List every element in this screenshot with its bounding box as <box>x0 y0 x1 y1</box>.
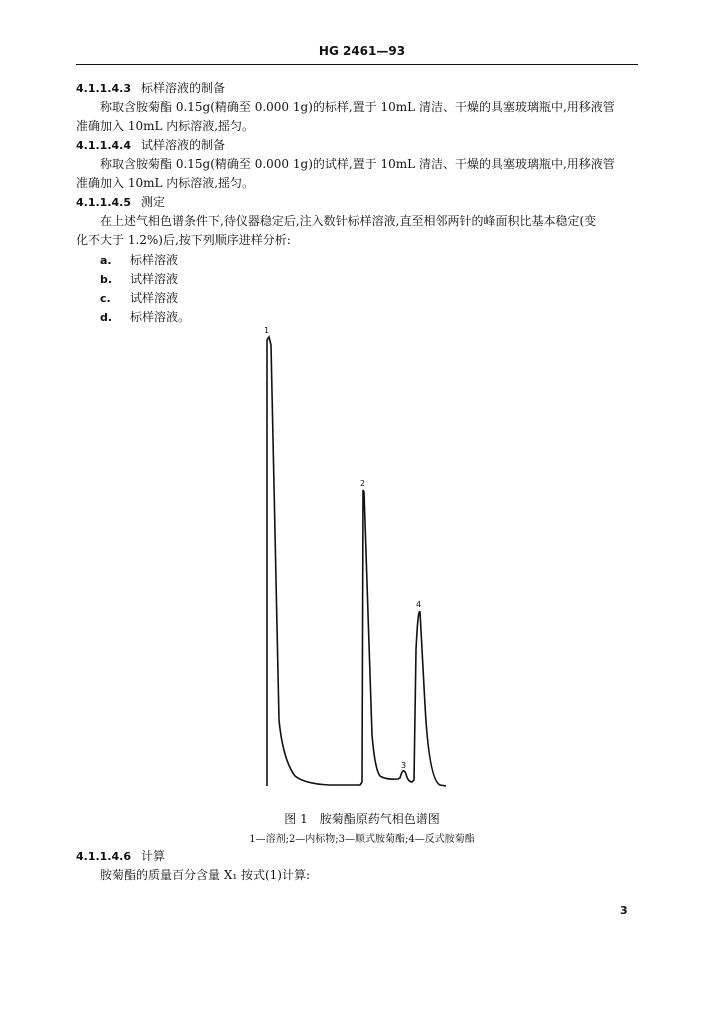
standard-number: HG 2461—93 <box>318 44 406 58</box>
section-number: 4.1.1.4.4 <box>76 139 131 152</box>
list-item-text: 试样溶液 <box>130 272 179 286</box>
section-title: 试样溶液的制备 <box>140 138 225 152</box>
paragraph-line: 准确加入 10mL 内标溶液,摇匀。 <box>76 176 255 190</box>
list-item-text: 标样溶液。 <box>130 310 191 324</box>
figure-legend: 1—溶剂;2—内标物;3—顺式胺菊酯;4—反式胺菊酯 <box>249 834 475 845</box>
section-title: 标样溶液的制备 <box>140 81 225 95</box>
chromatogram-trace <box>267 337 446 786</box>
page-number: 3 <box>620 904 628 917</box>
peak-label-4: 4 <box>416 600 422 609</box>
paragraph-line: 称取含胺菊酯 0.15g(精确至 0.000 1g)的试样,置于 10mL 清洁、干燥的具塞玻璃瓶中,用移液管 <box>100 157 615 171</box>
section-title: 测定 <box>140 195 165 209</box>
list-item-key: d. <box>100 311 113 324</box>
paragraph-line: 准确加入 10mL 内标溶液,摇匀。 <box>76 119 255 133</box>
list-item-text: 标样溶液 <box>130 253 179 267</box>
section-title: 计算 <box>140 849 165 863</box>
peak-label-3: 3 <box>401 761 407 770</box>
paragraph-line: 在上述气相色谱条件下,待仪器稳定后,注入数针标样溶液,直至相邻两针的峰面积比基本稳定(变 <box>100 214 597 228</box>
paragraph-line: 胺菊酯的质量百分含量 X₁ 按式(1)计算: <box>100 868 311 882</box>
peak-label-1: 1 <box>264 326 270 335</box>
list-item-key: b. <box>100 273 113 286</box>
peak-label-2: 2 <box>360 479 366 488</box>
paragraph-line: 化不大于 1.2%)后,按下列顺序进样分析: <box>76 233 291 247</box>
section-number: 4.1.1.4.5 <box>76 196 131 209</box>
figure-caption: 图 1 胺菊酯原药气相色谱图 <box>284 812 440 826</box>
section-number: 4.1.1.4.3 <box>76 82 131 95</box>
paragraph-line: 称取含胺菊酯 0.15g(精确至 0.000 1g)的标样,置于 10mL 清洁、干燥的具塞玻璃瓶中,用移液管 <box>100 100 615 114</box>
section-number: 4.1.1.4.6 <box>76 850 131 863</box>
list-item-text: 试样溶液 <box>130 291 179 305</box>
section-heading-4-1-1-4-6 <box>76 848 165 865</box>
list-item-key: c. <box>100 292 111 305</box>
list-item-key: a. <box>100 254 112 267</box>
